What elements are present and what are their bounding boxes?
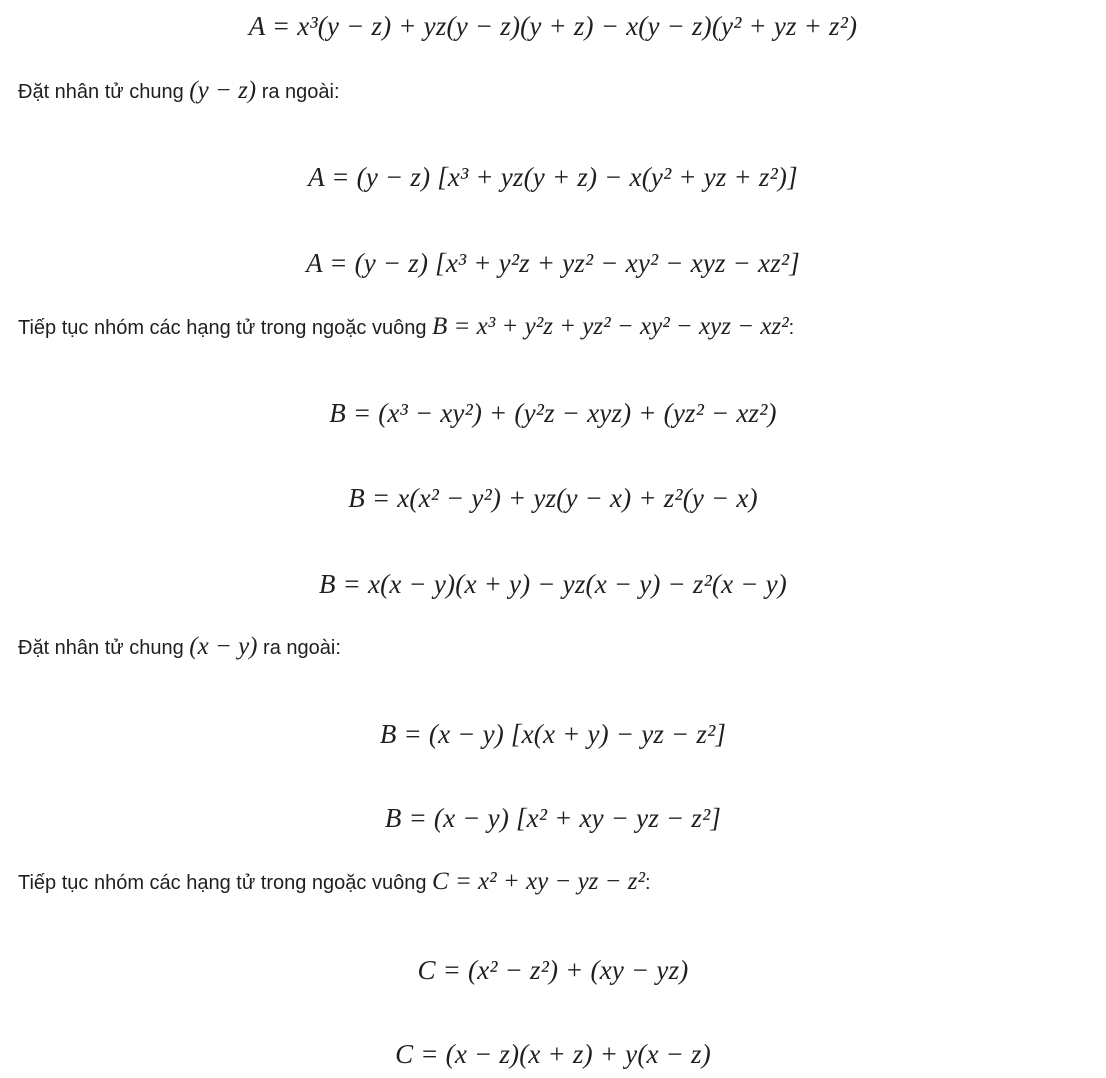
equation-a-factored: A = (y − z) [x³ + yz(y + z) − x(y² + yz + z²)] [308,162,798,192]
paragraph-text-suffix: ra ngoài: [257,637,341,659]
inline-math: C = x² + xy − yz − z² [432,868,646,895]
equation-b-common-factor: B = x(x − y)(x + y) − yz(x − y) − z²(x − y) [318,569,787,599]
paragraph-factor-x-minus-y [18,629,1098,666]
paragraph-text-suffix: : [788,317,795,339]
paragraph-text-suffix: ra ngoài: [256,81,340,103]
equation-b-factored-partial: B = x(x² − y²) + yz(y − x) + z²(y − x) [348,483,758,513]
equation-a-bracket-expanded: A = (y − z) [x³ + y²z + yz² − xy² − xyz − xz²] [306,248,800,278]
equation-a-expanded: A = x³(y − z) + yz(y − z)(y + z) − x(y − z)(y² + yz + z²) [248,11,858,41]
equation-b-grouped: B = (x³ − xy²) + (y²z − xyz) + (yz² − xz²) [329,398,777,428]
inline-math: B = x³ + y²z + yz² − xy² − xyz − xz² [432,313,789,340]
paragraph-text-prefix: Đặt nhân tử chung [18,81,190,103]
paragraph-group-b [18,309,1098,346]
inline-math: (y − z) [189,77,257,104]
equation-b-bracket-expanded: B = (x − y) [x² + xy − yz − z²] [384,803,722,833]
paragraph-factor-y-minus-z [18,73,1098,110]
inline-math: (x − y) [189,633,258,660]
equation-c-grouped: C = (x² − z²) + (xy − yz) [417,955,689,985]
paragraph-group-c [18,864,1098,901]
equation-b-factored: B = (x − y) [x(x + y) − yz − z²] [379,719,727,749]
paragraph-text-prefix: Tiếp tục nhóm các hạng tử trong ngoặc vuông [18,872,433,894]
paragraph-text-prefix: Tiếp tục nhóm các hạng tử trong ngoặc vuông [18,317,433,339]
paragraph-text-suffix: : [645,872,651,894]
paragraph-text-prefix: Đặt nhân tử chung [18,637,190,659]
equation-c-factored-partial: C = (x − z)(x + z) + y(x − z) [395,1039,711,1069]
